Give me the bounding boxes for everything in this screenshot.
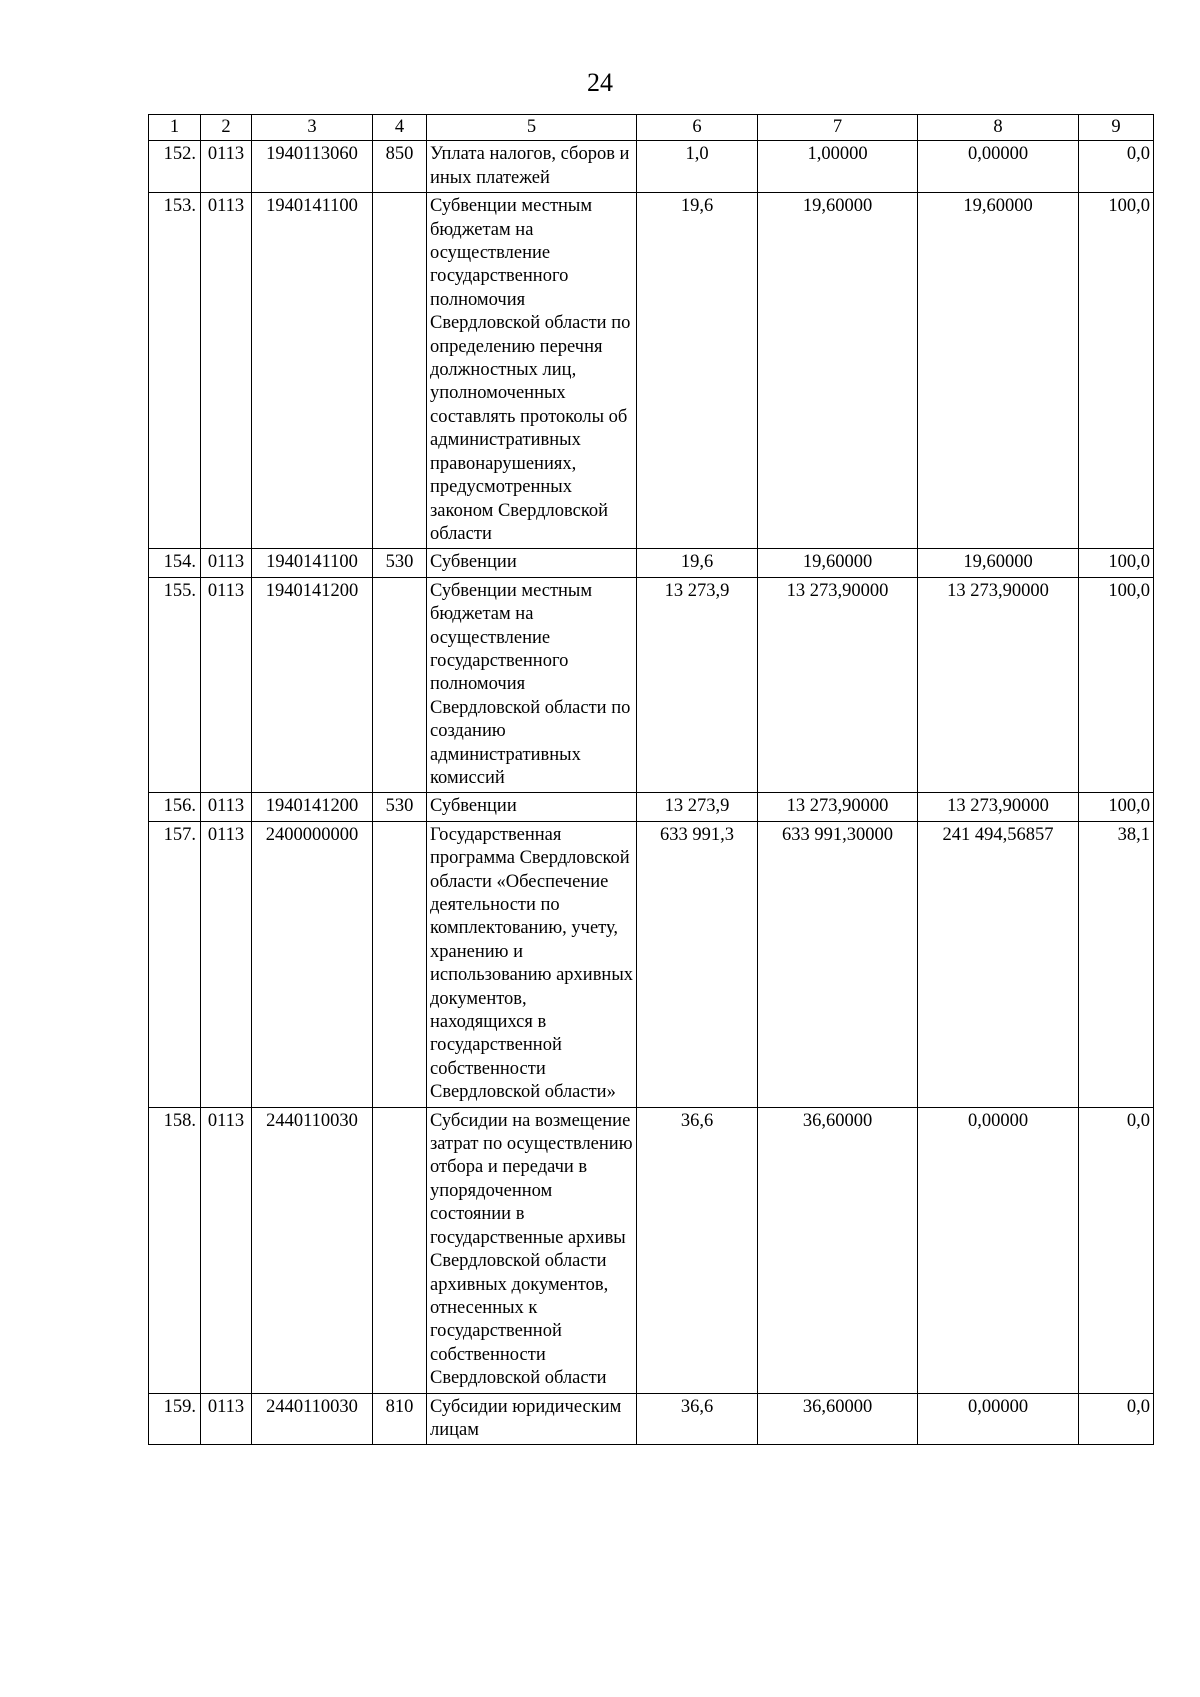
item-name-cell: Субвенции местным бюджетам на осуществление государственного полномочия Свердловской области по созданию административных комиссий xyxy=(427,577,637,793)
expense-type-cell xyxy=(373,577,427,793)
item-name-cell: Субсидии на возмещение затрат по осуществлению отбора и передачи в упорядоченном состоянии в государственные архивы Свердловской области архивных документов, отнесенных к государственной собственности Свердловской области xyxy=(427,1107,637,1393)
column-header-1: 1 xyxy=(149,115,201,141)
approved-amount-cell: 13 273,9 xyxy=(637,793,758,821)
executed-amount-cell: 0,00000 xyxy=(918,1107,1079,1393)
item-name-cell: Субсидии юридическим лицам xyxy=(427,1393,637,1445)
executed-amount-cell: 13 273,90000 xyxy=(918,577,1079,793)
plan-amount-cell: 13 273,90000 xyxy=(758,577,918,793)
expense-type-cell xyxy=(373,1107,427,1393)
table-row xyxy=(149,577,1154,793)
approved-amount-cell: 36,6 xyxy=(637,1107,758,1393)
section-code-cell: 0113 xyxy=(201,577,252,793)
table-row xyxy=(149,193,1154,549)
expense-type-cell: 810 xyxy=(373,1393,427,1445)
plan-amount-cell: 36,60000 xyxy=(758,1393,918,1445)
row-number-cell: 153. xyxy=(149,193,201,549)
item-name-cell: Субвенции xyxy=(427,793,637,821)
target-article-cell: 1940113060 xyxy=(252,141,373,193)
plan-amount-cell: 36,60000 xyxy=(758,1107,918,1393)
table-row xyxy=(149,549,1154,577)
page-number: 24 xyxy=(587,68,613,97)
item-name-cell: Уплата налогов, сборов и иных платежей xyxy=(427,141,637,193)
row-number-cell: 157. xyxy=(149,821,201,1107)
plan-amount-cell: 633 991,30000 xyxy=(758,821,918,1107)
section-code-cell: 0113 xyxy=(201,141,252,193)
section-code-cell: 0113 xyxy=(201,193,252,549)
expense-type-cell xyxy=(373,821,427,1107)
column-header-7: 7 xyxy=(758,115,918,141)
row-number-cell: 158. xyxy=(149,1107,201,1393)
percent-cell: 0,0 xyxy=(1079,1393,1154,1445)
section-code-cell: 0113 xyxy=(201,549,252,577)
header-row xyxy=(149,115,1154,141)
executed-amount-cell: 241 494,56857 xyxy=(918,821,1079,1107)
target-article-cell: 1940141100 xyxy=(252,193,373,549)
table-row xyxy=(149,1107,1154,1393)
executed-amount-cell: 0,00000 xyxy=(918,1393,1079,1445)
approved-amount-cell: 1,0 xyxy=(637,141,758,193)
section-code-cell: 0113 xyxy=(201,821,252,1107)
plan-amount-cell: 1,00000 xyxy=(758,141,918,193)
target-article-cell: 2400000000 xyxy=(252,821,373,1107)
section-code-cell: 0113 xyxy=(201,793,252,821)
column-header-3: 3 xyxy=(252,115,373,141)
executed-amount-cell: 13 273,90000 xyxy=(918,793,1079,821)
target-article-cell: 1940141200 xyxy=(252,577,373,793)
percent-cell: 100,0 xyxy=(1079,193,1154,549)
item-name-cell: Государственная программа Свердловской области «Обеспечение деятельности по комплектованию, учету, хранению и использованию архивных документов, находящихся в государственной собственности Свердловской области» xyxy=(427,821,637,1107)
percent-cell: 0,0 xyxy=(1079,141,1154,193)
executed-amount-cell: 19,60000 xyxy=(918,193,1079,549)
column-header-5: 5 xyxy=(427,115,637,141)
column-header-9: 9 xyxy=(1079,115,1154,141)
plan-amount-cell: 19,60000 xyxy=(758,549,918,577)
expense-type-cell: 530 xyxy=(373,549,427,577)
row-number-cell: 156. xyxy=(149,793,201,821)
percent-cell: 100,0 xyxy=(1079,549,1154,577)
row-number-cell: 159. xyxy=(149,1393,201,1445)
approved-amount-cell: 633 991,3 xyxy=(637,821,758,1107)
plan-amount-cell: 19,60000 xyxy=(758,193,918,549)
target-article-cell: 2440110030 xyxy=(252,1393,373,1445)
percent-cell: 100,0 xyxy=(1079,793,1154,821)
section-code-cell: 0113 xyxy=(201,1393,252,1445)
expense-type-cell xyxy=(373,193,427,549)
approved-amount-cell: 36,6 xyxy=(637,1393,758,1445)
percent-cell: 100,0 xyxy=(1079,577,1154,793)
target-article-cell: 2440110030 xyxy=(252,1107,373,1393)
plan-amount-cell: 13 273,90000 xyxy=(758,793,918,821)
item-name-cell: Субвенции местным бюджетам на осуществление государственного полномочия Свердловской области по определению перечня должностных лиц, уполномоченных составлять протоколы об административных правонарушениях, предусмотренных законом Свердловской области xyxy=(427,193,637,549)
table-row xyxy=(149,141,1154,193)
budget-execution-table xyxy=(148,114,1154,1445)
executed-amount-cell: 19,60000 xyxy=(918,549,1079,577)
target-article-cell: 1940141100 xyxy=(252,549,373,577)
column-header-8: 8 xyxy=(918,115,1079,141)
item-name-cell: Субвенции xyxy=(427,549,637,577)
approved-amount-cell: 13 273,9 xyxy=(637,577,758,793)
row-number-cell: 154. xyxy=(149,549,201,577)
percent-cell: 0,0 xyxy=(1079,1107,1154,1393)
target-article-cell: 1940141200 xyxy=(252,793,373,821)
table-row xyxy=(149,821,1154,1107)
column-header-4: 4 xyxy=(373,115,427,141)
expense-type-cell: 850 xyxy=(373,141,427,193)
approved-amount-cell: 19,6 xyxy=(637,193,758,549)
table-row xyxy=(149,793,1154,821)
table-row xyxy=(149,1393,1154,1445)
row-number-cell: 152. xyxy=(149,141,201,193)
approved-amount-cell: 19,6 xyxy=(637,549,758,577)
column-header-2: 2 xyxy=(201,115,252,141)
row-number-cell: 155. xyxy=(149,577,201,793)
executed-amount-cell: 0,00000 xyxy=(918,141,1079,193)
column-header-6: 6 xyxy=(637,115,758,141)
percent-cell: 38,1 xyxy=(1079,821,1154,1107)
section-code-cell: 0113 xyxy=(201,1107,252,1393)
expense-type-cell: 530 xyxy=(373,793,427,821)
